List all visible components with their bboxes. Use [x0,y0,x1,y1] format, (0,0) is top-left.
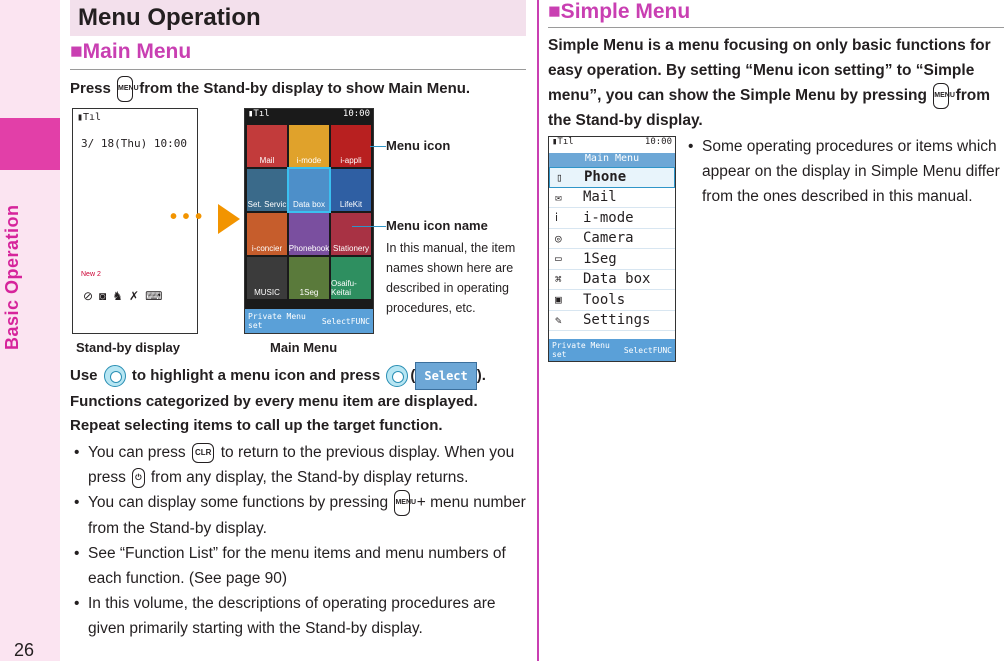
section-heading-simple-menu [548,0,1004,28]
arrow-right-icon [218,204,240,234]
menu-item-label: Mail [583,189,617,206]
simple-menu-status-bar [549,137,675,153]
wrench-icon: ✎ [555,313,562,327]
list-item [70,440,526,490]
mail-icon: ✉ [555,190,562,204]
menu-icon[interactable]: MUSIC [247,257,287,299]
phone-icon: ▯ [556,170,563,184]
menu-item-label: Data box [583,271,651,288]
instruction-text: Use [70,366,98,384]
menu-item-label: Camera [583,230,634,247]
menu-item-1seg[interactable] [549,249,675,270]
list-item: • See “Function List” for the menu items and menu numbers of each function. (See page 90) [70,541,526,591]
right-column [548,0,1004,359]
soft-key-bar [245,309,373,333]
menu-item-data-box[interactable] [549,270,675,291]
standby-status-icons: ⊘◙♞✗⌨ [83,289,169,303]
list-item [70,490,526,541]
instruction-line: Repeat selecting items to call up the target function. [70,417,443,434]
page-number: 26 [14,640,35,660]
clock: 10:00 [644,137,672,147]
simple-menu-notes [684,134,1004,209]
section-heading-main-menu [70,40,526,70]
main-menu-screen [244,108,374,334]
menu-key-icon: MENU [394,490,410,516]
menu-icon[interactable]: i-mode [289,125,329,167]
soft-key-func[interactable]: FUNC [350,316,370,326]
menu-icon[interactable]: Set. Servic [247,169,287,211]
side-tab-label: Basic Operation [2,204,22,350]
menu-item-camera[interactable] [549,229,675,250]
menu-icon[interactable]: Phonebook [289,213,329,255]
simple-menu-screen [548,136,676,362]
list-item: • Some operating procedures or items which appear on the display in Simple Menu differ from the ones described in this manual. [684,134,1004,209]
instruction-text: to highlight a menu icon and press [131,366,381,384]
soft-key-left[interactable]: Private Menu set [552,341,610,359]
soft-key-bar [549,339,675,361]
menu-item-label: 1Seg [583,250,617,267]
menu-item-label: Settings [583,312,651,329]
tools-icon: ▣ [555,293,562,307]
new-mail-indicator: New 2 [81,271,101,278]
soft-key-select[interactable]: Select [623,345,653,355]
note-text: + menu number from the Stand-by display. [88,494,526,537]
soft-key-left[interactable]: Private Menu set [248,312,306,330]
main-menu-instruction [70,76,526,102]
page-title-bar [70,0,526,36]
instruction-text: Press [70,79,111,97]
soft-key-select[interactable]: Select [321,316,351,326]
menu-icon[interactable]: Mail [247,125,287,167]
clr-key-icon: CLR [192,443,214,463]
signal-icon: ▮Tıl [248,109,270,119]
menu-item-mail[interactable] [549,188,675,209]
navigation-key-icon [104,365,126,387]
menu-icon-name-label: Menu icon name [386,218,488,233]
signal-icon: ▮Tıl [77,112,102,123]
menu-icon-highlighted[interactable]: Data box [289,169,329,211]
main-menu-caption: Main Menu [270,340,338,355]
callout-line [370,146,386,147]
use-instruction: Use to highlight a menu icon and press ( Select ). [70,362,526,390]
menu-icon-label: Menu icon [386,138,451,153]
dots-arrow-icon: • • • [170,206,203,228]
menu-item-settings[interactable] [549,311,675,332]
menu-figure [70,108,526,362]
clock: 10:00 [342,109,370,119]
tv-icon: ▭ [555,252,562,266]
description-text: from the Stand-by display. [548,87,991,129]
soft-key-func[interactable]: FUNC [652,345,672,355]
side-tab-accent [0,118,60,170]
menu-icon[interactable]: i-appli [331,125,371,167]
description-text: Simple Menu is a menu focusing on only basic functions for easy operation. By setting “Menu icon setting” to “Simple menu”, you can show the Simple Menu by pressing [548,37,991,105]
menu-item-phone[interactable] [549,167,675,188]
data-box-icon: ⌘ [555,272,562,286]
camera-icon: ◎ [555,231,562,245]
menu-icon[interactable]: 1Seg [289,257,329,299]
menu-item-label: Phone [584,169,627,186]
menu-icon-grid [245,123,373,301]
simple-menu-title: Main Menu [549,153,675,167]
left-column [70,0,526,641]
standby-date: 3/ 18(Thu) 10:00 [81,137,187,150]
notes-list [70,440,526,641]
menu-item-tools[interactable] [549,290,675,311]
menu-item-label: Tools [583,291,626,308]
main-menu-status-bar [245,109,373,123]
callout-line [352,226,386,227]
note-text: to return to the previous display. When you press [88,444,515,486]
menu-icon[interactable]: Stationery [331,213,371,255]
note-text: from any display, the Stand-by display returns. [150,469,469,486]
menu-item-label: i-mode [583,209,634,226]
note-text: You can press [88,444,186,461]
menu-item-imode[interactable] [549,208,675,229]
power-key-icon: ⏻ [132,468,144,488]
column-divider [537,0,539,661]
navigation-key-icon [386,365,408,387]
signal-icon: ▮Tıl [552,137,574,147]
menu-icon[interactable]: i-concier [247,213,287,255]
menu-key-icon: MENU [117,76,133,102]
menu-key-icon: MENU [933,83,949,109]
standby-caption: Stand-by display [76,340,181,355]
instruction-text: ). [476,366,486,384]
menu-icon[interactable]: LifeKit [331,169,371,211]
simple-menu-description [548,34,1004,134]
page-title: Menu Operation [78,4,261,31]
instruction-text: from the Stand-by display to show Main Menu. [139,79,471,97]
section-title: ■Main Menu [70,40,192,63]
list-item: • In this volume, the descriptions of operating procedures are given primarily starting with the Stand-by display. [70,591,526,641]
instruction-line: Functions categorized by every menu item are displayed. [70,393,478,410]
imode-icon: ⅰ [555,211,559,225]
menu-icon-name-note: In this manual, the item names shown here are described in operating procedures, etc. [386,241,516,315]
note-text: You can display some functions by pressing [88,494,389,512]
menu-icon[interactable]: Osaifu-Keitai [331,257,371,299]
select-softkey: Select [415,362,476,390]
section-title: ■Simple Menu [548,0,691,23]
